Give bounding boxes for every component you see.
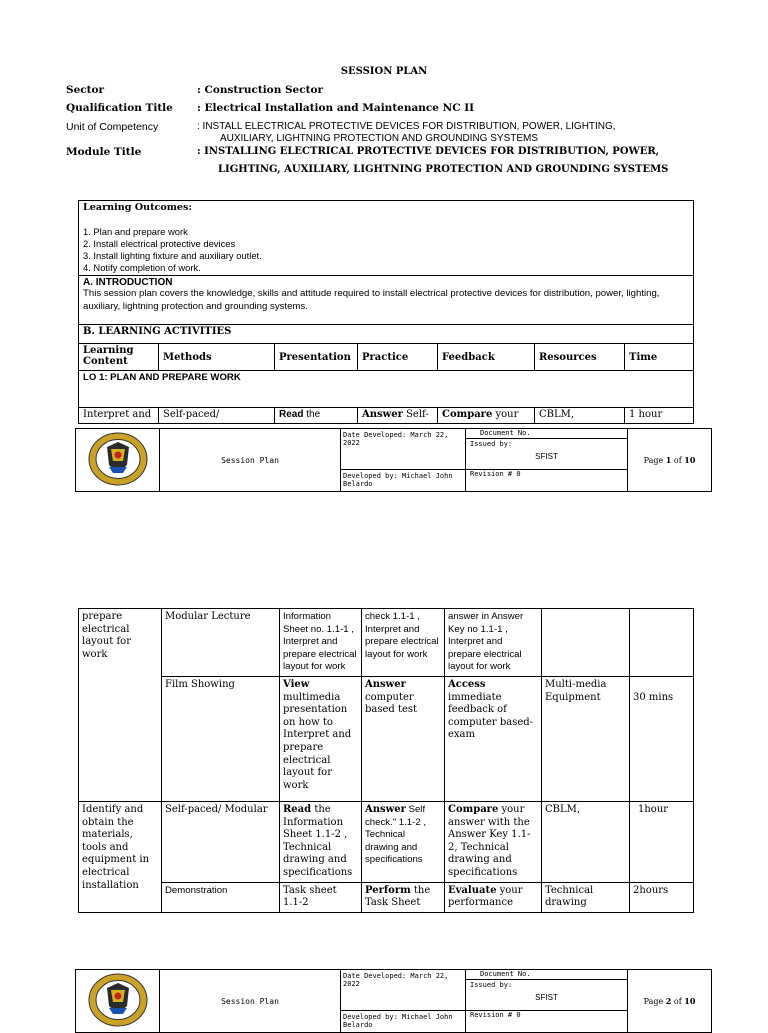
unit-value-line1: : INSTALL ELECTRICAL PROTECTIVE DEVICES FOR DISTRIBUTION, POWER, LIGHTING, [197,121,616,132]
page-footer [75,969,712,1029]
table-row-cell: prepare electrical layout for work [79,609,162,802]
table-row-cell: Evaluate your performance [445,882,542,912]
qualification-value: : Electrical Installation and Maintenance NC II [197,102,475,114]
col-time: Time [625,344,694,371]
footer-date-developed: Date Developed: March 22, 2022 [341,970,466,1011]
table-row-cell: Answer computer based test [362,676,445,801]
table-row-cell: Multi-media Equipment [542,676,630,801]
institution-seal-cell [76,429,160,492]
table-row-cell: Self-paced/ [159,408,275,424]
institution-seal-cell [76,970,160,1033]
module-value-line1: : INSTALLING ELECTRICAL PROTECTIVE DEVICES FOR DISTRIBUTION, POWER, [197,146,660,157]
table-row-cell: CBLM, [542,801,630,882]
footer-document-no: Document No. [466,429,628,439]
table-row-cell: Technical drawing [542,882,630,912]
table-row-cell: Read the Information Sheet 1.1-2 , Technical drawing and specifications [280,801,362,882]
learning-outcomes-heading: Learning Outcomes: [83,202,192,213]
table-row-cell: answer in Answer Key no 1.1-1 , Interpret and prepare electrical layout for work [445,609,542,677]
table-row-cell: Compare your [438,408,535,424]
table-row-cell [542,609,630,677]
footer-developed-by: Developed by: Michael John Belardo [341,470,466,492]
unit-label: Unit of Competency [66,121,159,133]
institution-seal-logo [87,972,149,1028]
learning-outcome-item: 3. Install lighting fixture and auxiliary outlet. [83,250,262,261]
footer-document-no: Document No. [466,970,628,980]
footer-module: Session Plan [160,970,341,1033]
institution-seal-logo [87,431,149,487]
table-row-cell: Information Sheet no. 1.1-1 , Interpret and prepare electrical layout for work [280,609,362,677]
page-title: SESSION PLAN [340,66,428,77]
footer-issued-by: SFIST [535,452,558,461]
col-practice: Practice [358,344,438,371]
table-row-cell: Answer Self- [358,408,438,424]
table-row-cell: View multimedia presentation on how to Interpret and prepare electrical layout for work [280,676,362,801]
footer-issued-by-cell [466,439,628,470]
learning-outcome-item: 4. Notify completion of work. [83,262,201,273]
session-plan-table [78,200,694,424]
table-row-cell: Access immediate feedback of computer based-exam [445,676,542,801]
learning-activities-heading: B. LEARNING ACTIVITIES [79,325,694,344]
table-row-cell: 30 mins [630,676,694,801]
footer-date-developed: Date Developed: March 22, 2022 [341,429,466,470]
table-row-cell [630,609,694,677]
table-row-cell: Answer Self check." 1.1-2 , Technical drawing and specifications [362,801,445,882]
footer-developed-by: Developed by: Michael John Belardo [341,1011,466,1033]
qualification-label: Qualification Title [66,102,173,114]
table-row-cell: Film Showing [162,676,280,801]
learning-outcome-item: 1. Plan and prepare work [83,226,188,237]
page-footer [75,428,712,492]
footer-issued-by-label: Issued by: [470,440,513,448]
footer-revision: Revision # 0 [466,1011,628,1033]
table-row-cell: 2hours [630,882,694,912]
table-row-cell: Perform the Task Sheet [362,882,445,912]
col-feedback: Feedback [438,344,535,371]
table-row-cell: CBLM, [535,408,625,424]
table-row-cell: 1 hour [625,408,694,424]
table-row-cell: Read the [275,408,358,424]
col-resources: Resources [535,344,625,371]
col-learning-content: Learning Content [79,344,159,371]
footer-page-number: Page 2 of 10 [628,970,712,1033]
table-row-cell: Interpret and [79,408,159,424]
session-plan-table-continued [78,608,694,913]
lo1-heading: LO 1: PLAN AND PREPARE WORK [79,371,694,408]
table-row-cell: Compare your answer with the Answer Key 1.1-2, Technical drawing and specifications [445,801,542,882]
unit-value-line2: AUXILIARY, LIGHTNING PROTECTION AND GROUNDING SYSTEMS [220,133,539,144]
col-presentation: Presentation [275,344,358,371]
table-row-cell: Demonstration [162,882,280,912]
introduction-heading: A. INTRODUCTION [83,277,173,288]
footer-issued-by-cell [466,980,628,1011]
table-row-cell: 1hour [630,801,694,882]
table-row-cell: Self-paced/ Modular [162,801,280,882]
table-row-cell: Task sheet 1.1-2 [280,882,362,912]
learning-outcome-item: 2. Install electrical protective devices [83,238,236,249]
footer-module: Session Plan [160,429,341,492]
introduction-cell [79,276,694,325]
table-row-cell: check 1.1-1 , Interpret and prepare electrical layout for work [362,609,445,677]
module-value-line2: LIGHTING, AUXILIARY, LIGHTNING PROTECTION AND GROUNDING SYSTEMS [218,164,669,175]
introduction-text: This session plan covers the knowledge, skills and attitude required to install electrical protective devices for distribution, power, lighting, auxiliary, lightning protection and grounding systems. [83,288,660,312]
footer-issued-by-label: Issued by: [470,981,513,989]
table-row-cell: Modular Lecture [162,609,280,677]
sector-label: Sector [66,84,105,96]
table-row-cell: Identify and obtain the materials, tools and equipment in electrical installation [79,801,162,912]
footer-revision: Revision # 0 [466,470,628,492]
footer-issued-by: SFIST [535,993,558,1002]
footer-page-number: Page 1 of 10 [628,429,712,492]
sector-value: : Construction Sector [197,84,324,96]
col-methods: Methods [159,344,275,371]
learning-outcomes-cell [79,201,694,276]
module-label: Module Title [66,146,142,158]
